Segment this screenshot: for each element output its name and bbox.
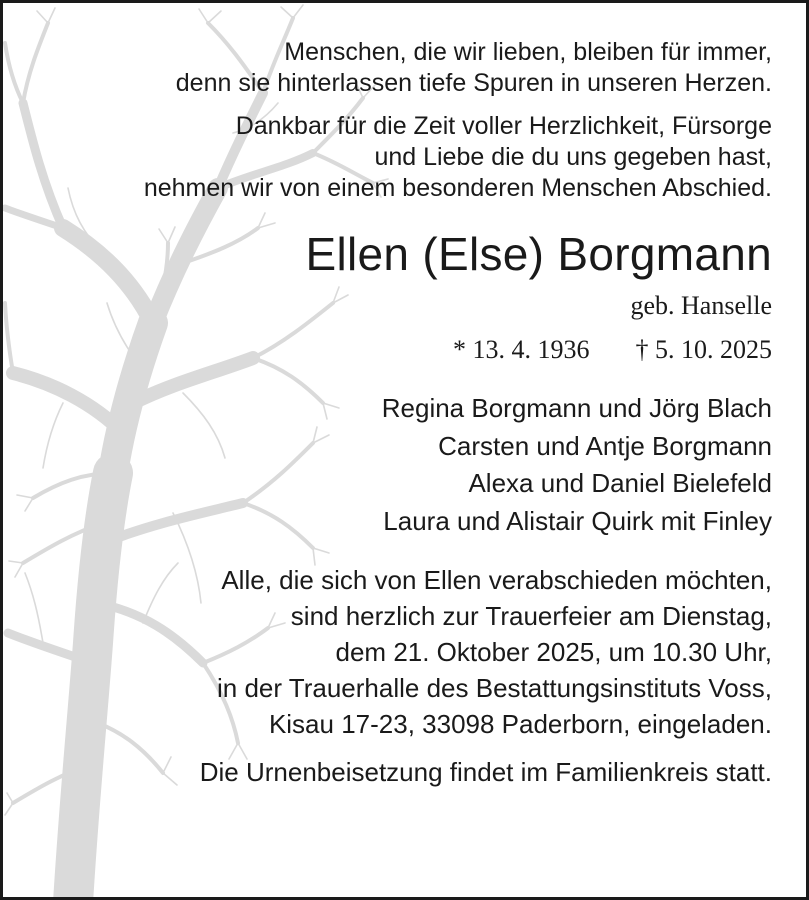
ceremony-line: in der Trauerhalle des Bestattungsinstituts Voss, [217,673,772,703]
ceremony-line: sind herzlich zur Trauerfeier am Dienstag, [290,601,772,631]
mourner-entry: Carsten und Antje Borgmann [438,430,772,461]
ceremony-line: Kisau 17-23, 33098 Paderborn, eingeladen. [268,709,772,739]
ceremony-line: dem 21. Oktober 2025, um 10.30 Uhr, [335,637,772,667]
birth-name: geb. Hanselle [630,291,772,320]
birth-date: * 13. 4. 1936 [453,335,590,364]
intro-line: Menschen, die wir lieben, bleiben für immer, [284,38,772,66]
mourners-list [32,390,772,540]
ceremony-invitation [32,562,772,742]
deceased-name: Ellen (Else) Borgmann [305,228,772,280]
mourner-entry: Alexa und Daniel Bielefeld [468,468,772,498]
mourner-entry: Laura und Alistair Quirk mit Finley [383,505,772,536]
gratitude-text [32,111,772,204]
ceremony-line: Alle, die sich von Ellen verabschieden möchten, [221,565,772,595]
mourner-entry: Regina Borgmann und Jörg Blach [381,393,772,423]
gratitude-line: und Liebe die du uns gegeben hast, [374,143,772,171]
life-dates [32,334,772,366]
gratitude-line: nehmen wir von einem besonderen Menschen Abschied. [143,174,772,202]
intro-verse [32,37,772,99]
intro-line: denn sie hinterlassen tiefe Spuren in unseren Herzen. [175,69,772,97]
notice-text [32,37,772,790]
gratitude-line: Dankbar für die Zeit voller Herzlichkeit, Fürsorge [235,112,772,140]
urn-note-line: Die Urnenbeisetzung findet im Familienkreis statt. [199,757,772,787]
urn-burial-note [32,754,772,790]
death-date: † 5. 10. 2025 [635,335,772,364]
